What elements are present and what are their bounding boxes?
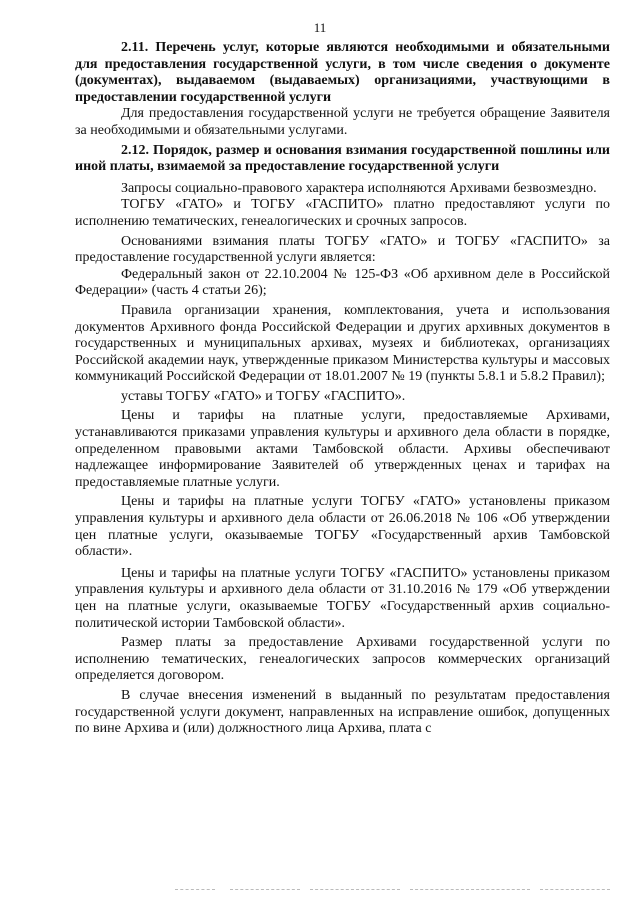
footer-artifact — [175, 889, 215, 891]
paragraph-commercial-fee: Размер платы за предоставление Архивами государственной услуги по исполнению тематических, генеалогических запросов коммерческих организаций определяется договором. — [75, 635, 610, 684]
footer-artifact — [310, 889, 400, 891]
paragraph-gato-prices: Цены и тарифы на платные услуги ТОГБУ «ГАТО» установлены приказом управления культуры и архивного дела области от 26.06.2018 № 106 «Об утверждении цен платные услуги, оказываемые ТОГБУ «Государственный архив Тамбовской области». — [75, 494, 610, 560]
section-2-11-heading: 2.11. Перечень услуг, которые являются необходимыми и обязательными для предоставления государственной услуги, в том числе сведения о документе (документах), выдаваемом (выдаваемых) организациями, участвующими в предоставлении государственной услуги — [75, 40, 610, 105]
section-2-11-paragraph: Для предоставления государственной услуги не требуется обращение Заявителя за необходимыми и обязательными услугами. — [75, 106, 610, 138]
footer-artifact — [410, 889, 530, 891]
footer-artifact — [540, 889, 610, 891]
footer-artifact — [230, 889, 300, 891]
section-2-12-heading: 2.12. Порядок, размер и основания взимания государственной пошлины или иной платы, взимаемой за предоставление государственной услуги — [75, 142, 610, 175]
paragraph-paid-services: ТОГБУ «ГАТО» и ТОГБУ «ГАСПИТО» платно предоставляют услуги по исполнению тематических, генеалогических и срочных запросов. — [75, 197, 610, 229]
paragraph-prices-established: Цены и тарифы на платные услуги, предоставляемые Архивами, устанавливаются приказами управления культуры и архивного дела области в порядке, определенном правовыми актами Тамбовской области. Архивы обеспечивают надлежащее информирование Заявителей об утвержденных ценах и тарифах на предоставляемые платные услуги. — [75, 408, 610, 490]
paragraph-gaspito-prices: Цены и тарифы на платные услуги ТОГБУ «ГАСПИТО» установлены приказом управления культуры и архивного дела области от 31.10.2016 № 179 «Об утверждении цен на платные услуги, оказываемые ТОГБУ «Государственный архив социально-политической истории Тамбовской области». — [75, 565, 610, 631]
page-number: 11 — [313, 20, 327, 35]
paragraph-storage-rules: Правила организации хранения, комплектования, учета и использования документов Архивного фонда Российской Федерации и других архивных документов в государственных и муниципальных архивах, музеях и библиотеках, организациях Российской академии наук, утвержденные приказом Министерства культуры и массовых коммуникаций Российской Федерации от 18.01.2007 № 19 (пункты 5.8.1 и 5.8.2 Правил); — [75, 302, 610, 385]
paragraph-charters: уставы ТОГБУ «ГАТО» и ТОГБУ «ГАСПИТО». — [121, 388, 406, 404]
page-content — [75, 40, 610, 738]
paragraph-fee-grounds: Основаниями взимания платы ТОГБУ «ГАТО» и ТОГБУ «ГАСПИТО» за предоставление государственной услуги является: — [75, 233, 610, 266]
paragraph-corrections: В случае внесения изменений в выданный по результатам предоставления государственной услуги документ, направленных на исправление ошибок, допущенных по вине Архива и (или) должностного лица Архива, плата с — [75, 687, 610, 737]
paragraph-free-requests: Запросы социально-правового характера исполняются Архивами безвозмездно. — [121, 180, 597, 196]
paragraph-federal-law: Федеральный закон от 22.10.2004 № 125-ФЗ «Об архивном деле в Российской Федерации» (часть 4 статьи 26); — [75, 266, 610, 299]
